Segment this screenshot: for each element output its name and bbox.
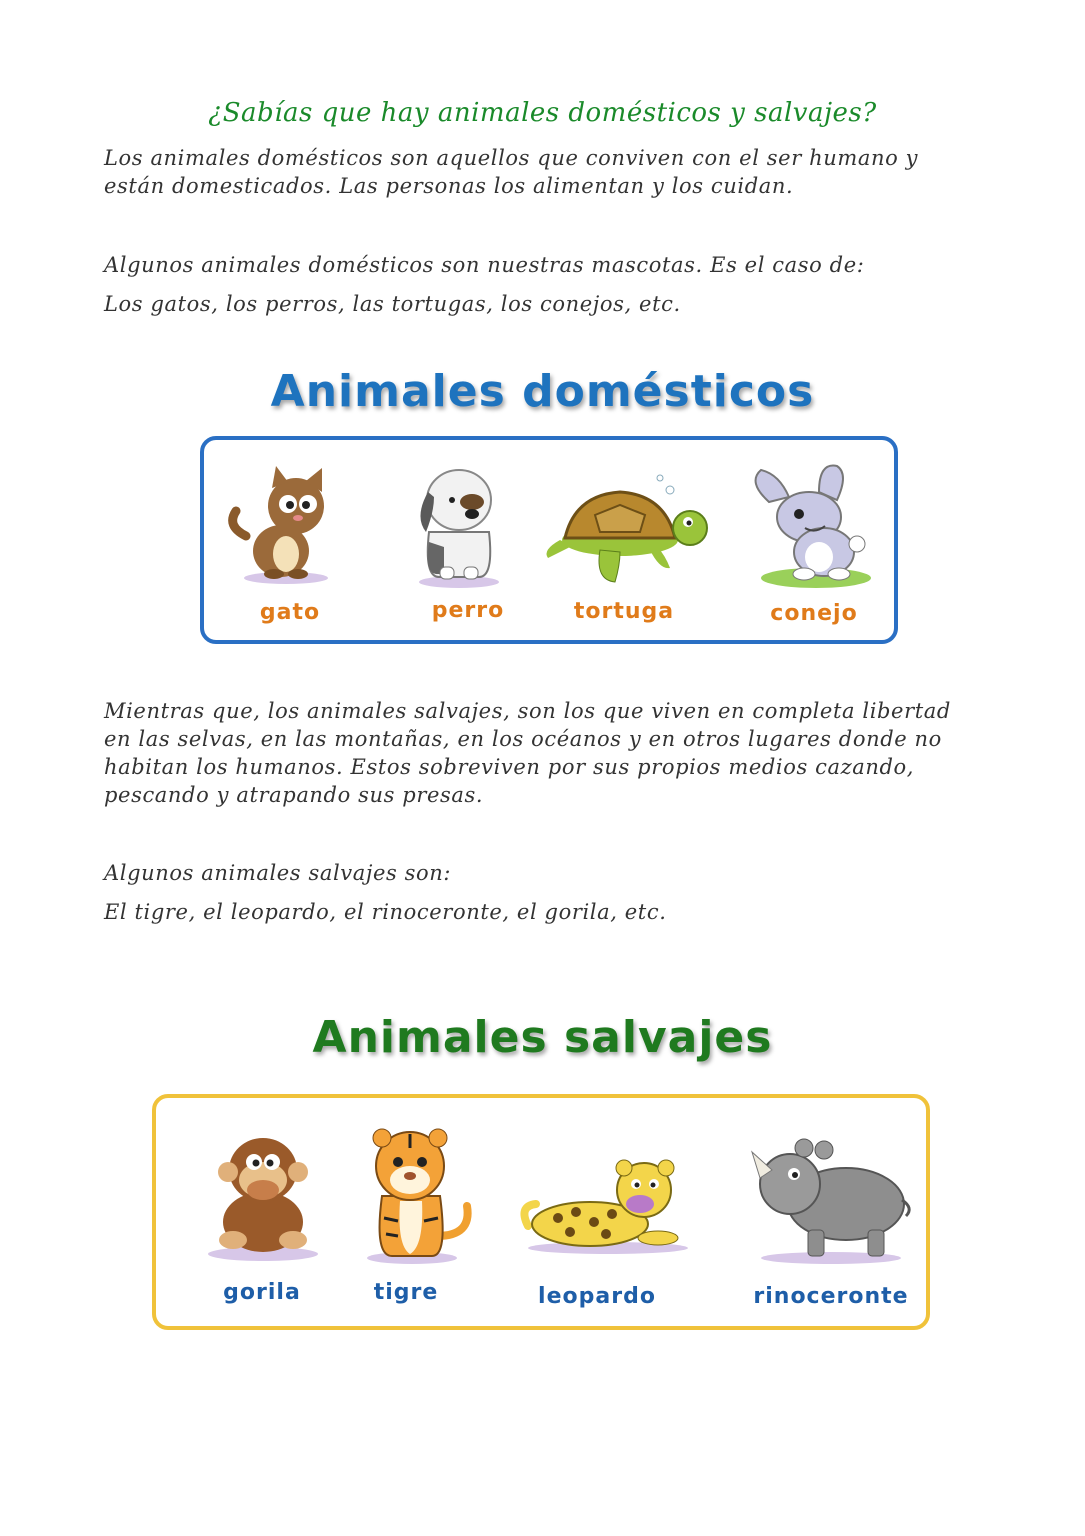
wild-animals-panel	[152, 1094, 930, 1330]
animal-label-tigre: tigre	[373, 1280, 439, 1305]
paragraph-line: pescando y atrapando sus presas.	[104, 783, 484, 807]
dog-icon	[404, 462, 514, 588]
tiger-icon	[352, 1126, 482, 1264]
paragraph-line: El tigre, el leopardo, el rinoceronte, el gorila, etc.	[104, 900, 667, 924]
animal-label-rinoceronte: rinoceronte	[753, 1284, 909, 1309]
wild-heading: Animales salvajes	[312, 1012, 773, 1063]
rhino-icon	[746, 1134, 916, 1264]
animal-label-gato: gato	[259, 600, 321, 625]
cat-icon	[226, 466, 346, 586]
paragraph-line: Algunos animales domésticos son nuestras mascotas. Es el caso de:	[104, 253, 865, 277]
paragraph-line: Los animales domésticos son aquellos que conviven con el ser humano y	[104, 146, 919, 170]
animal-label-leopardo: leopardo	[538, 1284, 656, 1309]
animal-label-tortuga: tortuga	[573, 599, 675, 624]
leopard-icon	[518, 1156, 698, 1256]
paragraph-line: Los gatos, los perros, las tortugas, los conejos, etc.	[104, 292, 681, 316]
monkey-icon	[198, 1122, 328, 1262]
animal-label-perro: perro	[431, 598, 505, 623]
turtle-icon	[540, 470, 710, 590]
animal-label-gorila: gorila	[223, 1280, 301, 1305]
paragraph-line: Mientras que, los animales salvajes, son los que viven en completa libertad	[104, 699, 951, 723]
rabbit-icon	[749, 462, 884, 590]
paragraph-line: habitan los humanos. Estos sobreviven por sus propios medios cazando,	[104, 755, 915, 779]
page-title: ¿Sabías que hay animales domésticos y salvajes?	[208, 98, 877, 128]
paragraph-line: en las selvas, en las montañas, en los océanos y en otros lugares donde no	[104, 727, 942, 751]
animal-label-conejo: conejo	[770, 601, 858, 626]
domestic-animals-panel	[200, 436, 898, 644]
paragraph-line: Algunos animales salvajes son:	[104, 861, 452, 885]
domestic-heading: Animales domésticos	[270, 366, 815, 417]
paragraph-line: están domesticados. Las personas los alimentan y los cuidan.	[104, 174, 794, 198]
